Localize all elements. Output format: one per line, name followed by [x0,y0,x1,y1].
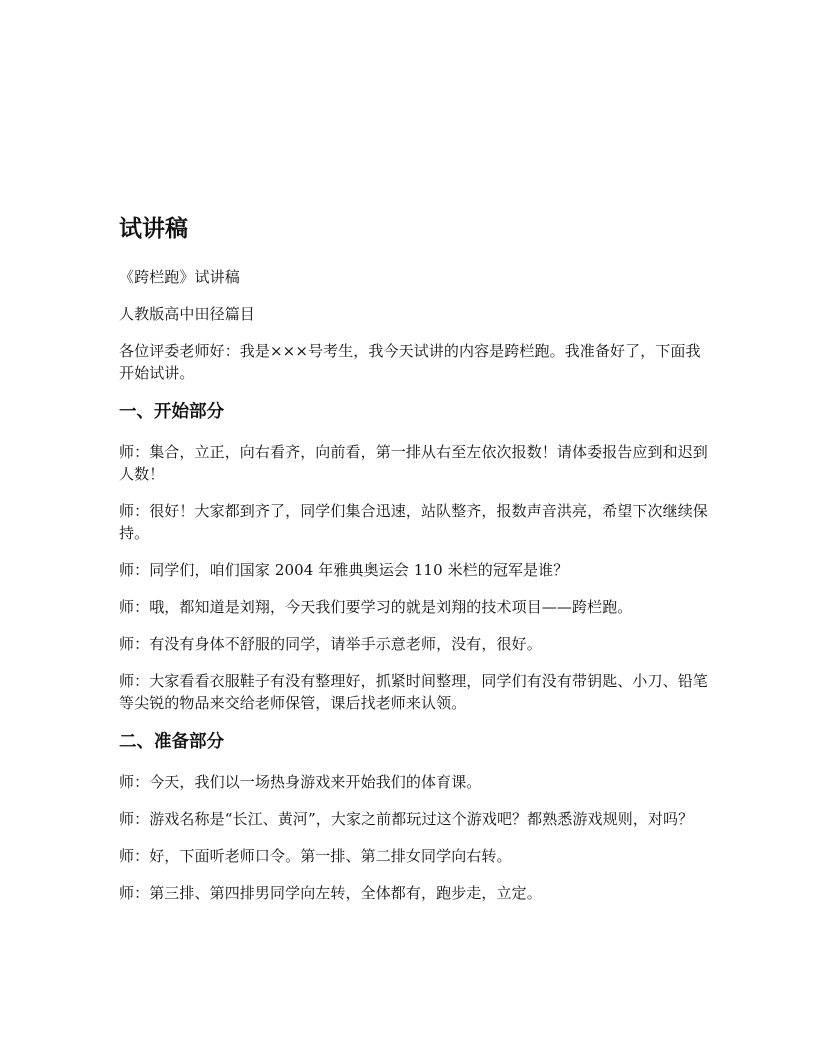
greeting-paragraph: 各位评委老师好：我是×××号考生，我今天试讲的内容是跨栏跑。我准备好了，下面我开始试讲。 [119,342,701,382]
teacher-line: 师：大家看看衣服鞋子有没有整理好，抓紧时间整理，同学们有没有带钥匙、小刀、铅笔等尖锐的物品来交给老师保管，课后找老师来认领。 [119,672,708,712]
document-body [119,212,709,919]
document-title: 试讲稿 [119,216,188,242]
teacher-line: 师：好，下面听老师口令。第一排、第二排女同学向右转。 [119,847,512,865]
teacher-line: 师：很好！大家都到齐了，同学们集合迅速，站队整齐，报数声音洪亮，希望下次继续保持。 [119,502,708,542]
teacher-line: 师：今天，我们以一场热身游戏来开始我们的体育课。 [119,773,482,791]
teacher-line: 师：同学们，咱们国家 2004 年雅典奥运会 110 米栏的冠军是谁？ [119,561,569,579]
teacher-line: 师：有没有身体不舒服的同学，请举手示意老师，没有，很好。 [119,635,542,653]
teacher-line: 师：哦，都知道是刘翔，今天我们要学习的就是刘翔的技术项目——跨栏跑。 [119,598,633,616]
teacher-line: 师：第三排、第四排男同学向左转，全体都有，跑步走，立定。 [119,884,542,902]
section-heading-preparation: 二、准备部分 [119,732,224,752]
section-heading-opening: 一、开始部分 [119,402,224,422]
textbook-paragraph: 人教版高中田径篇目 [119,305,255,323]
subtitle-paragraph: 《跨栏跑》试讲稿 [119,268,240,286]
teacher-line: 师：集合，立正，向右看齐，向前看，第一排从右至左依次报数！请体委报告应到和迟到人数！ [119,443,708,483]
teacher-line: 师：游戏名称是“长江、黄河”，大家之前都玩过这个游戏吧？都熟悉游戏规则，对吗？ [119,810,694,828]
